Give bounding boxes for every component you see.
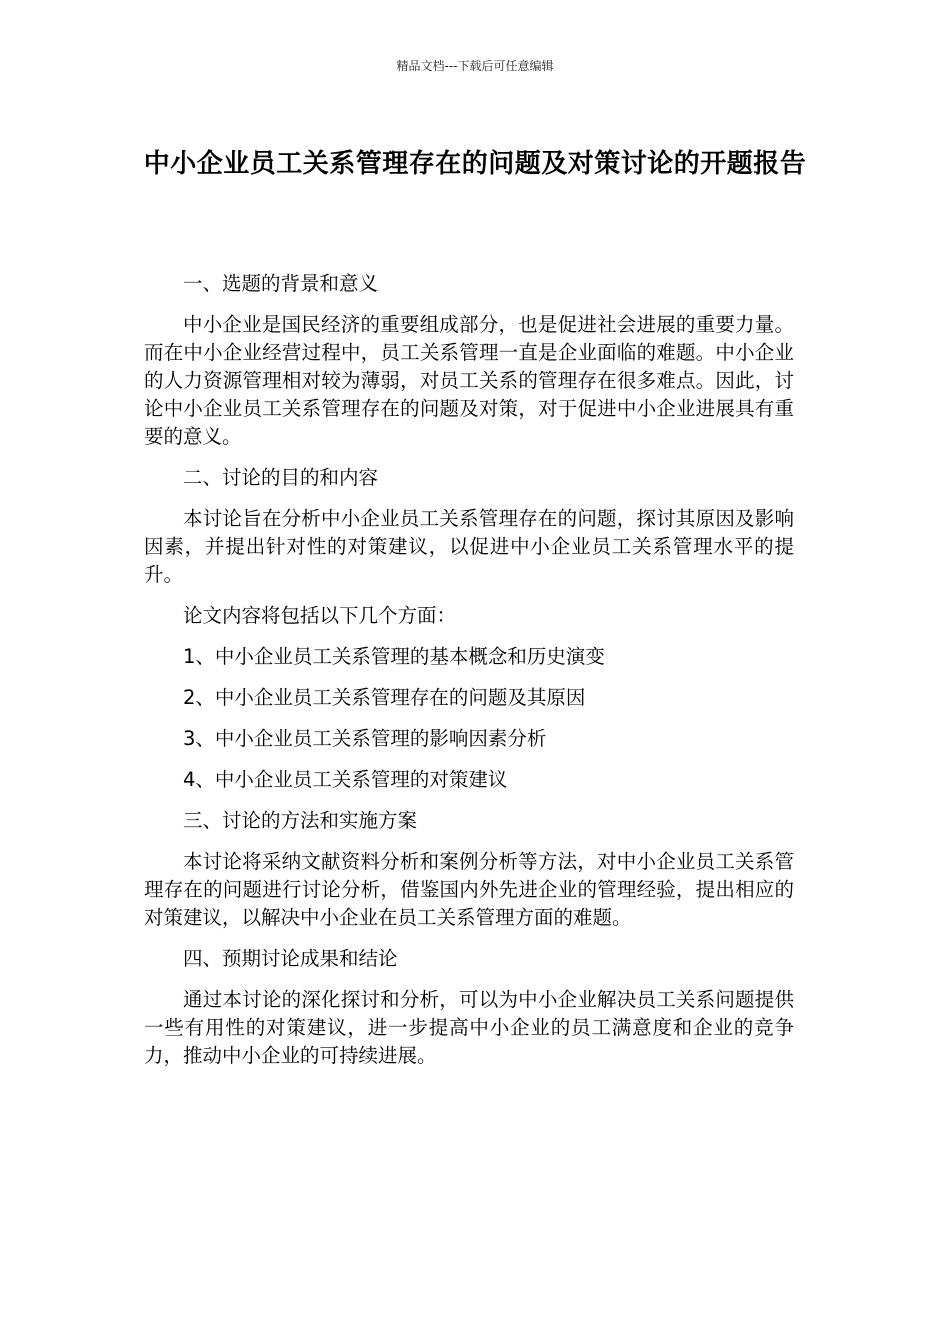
content-intro: 论文内容将包括以下几个方面： bbox=[183, 604, 457, 627]
paragraph-background: 中小企业是国民经济的重要组成部分，也是促进社会进展的重要力量。而在中小企业经营过程中，员工关系管理一直是企业面临的难题。中小企业的人力资源管理相对较为薄弱，对员工关系的管理存在很多难点。因此，讨论中小企业员工关系管理存在的问题及对策，对于促进中小企业进展具有重要的意义。 bbox=[144, 313, 794, 448]
section-heading-background: 一、选题的背景和意义 bbox=[183, 272, 379, 295]
list-item: 4、中小企业员工关系管理的对策建议 bbox=[183, 768, 508, 791]
list-item: 3、中小企业员工关系管理的影响因素分析 bbox=[183, 727, 547, 750]
list-item: 1、中小企业员工关系管理的基本概念和历史演变 bbox=[183, 645, 605, 668]
paragraph-results: 通过本讨论的深化探讨和分析，可以为中小企业解决员工关系问题提供一些有用性的对策建议，进一步提高中小企业的员工满意度和企业的竞争力，推动中小企业的可持续进展。 bbox=[144, 988, 794, 1067]
document-title: 中小企业员工关系管理存在的问题及对策讨论的开题报告 bbox=[143, 149, 807, 179]
section-heading-methods: 三、讨论的方法和实施方案 bbox=[183, 809, 418, 832]
header-note: 精品文档---下载后可任意编辑 bbox=[396, 59, 554, 73]
paragraph-purpose: 本讨论旨在分析中小企业员工关系管理存在的问题，探讨其原因及影响因素，并提出针对性的对策建议，以促进中小企业员工关系管理水平的提升。 bbox=[144, 507, 794, 586]
section-heading-results: 四、预期讨论成果和结论 bbox=[183, 947, 398, 970]
list-item: 2、中小企业员工关系管理存在的问题及其原因 bbox=[183, 686, 586, 709]
document-body bbox=[144, 270, 794, 1083]
paragraph-methods: 本讨论将采纳文献资料分析和案例分析等方法，对中小企业员工关系管理存在的问题进行讨论分析，借鉴国内外先进企业的管理经验，提出相应的对策建议，以解决中小企业在员工关系管理方面的难题。 bbox=[144, 850, 794, 929]
section-heading-purpose: 二、讨论的目的和内容 bbox=[183, 466, 379, 489]
